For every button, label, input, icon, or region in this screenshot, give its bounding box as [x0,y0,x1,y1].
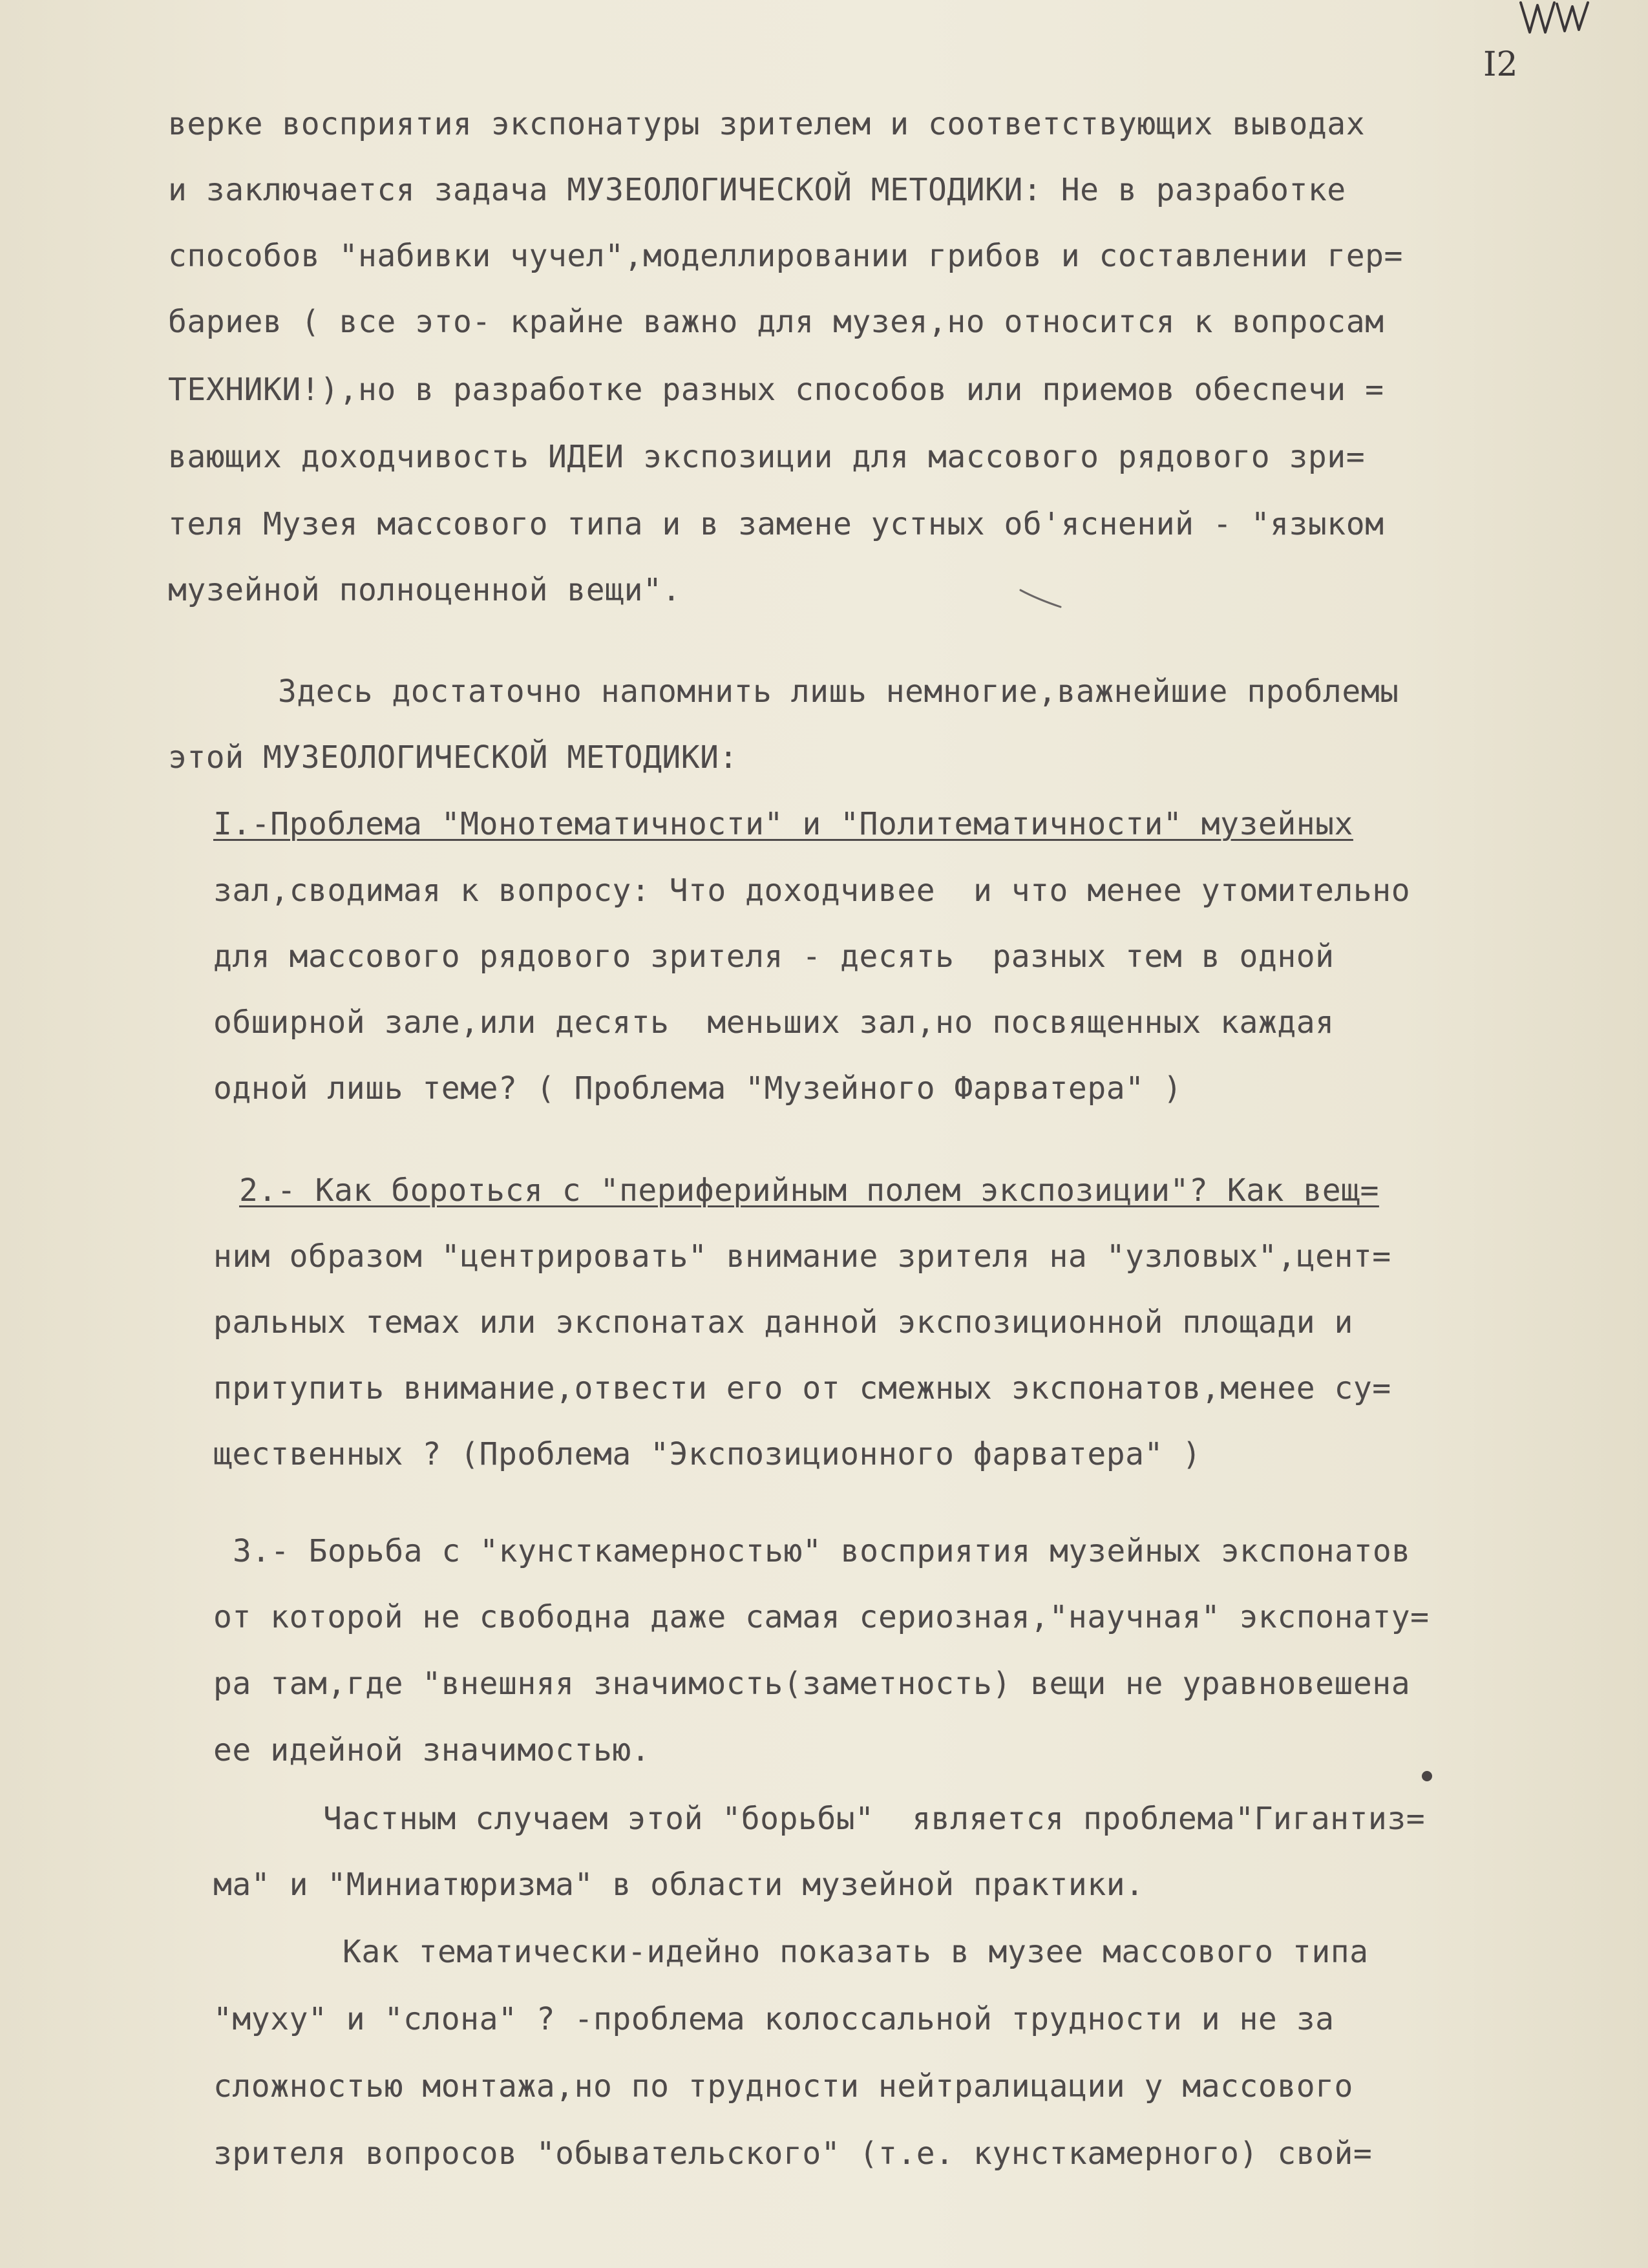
text-line: 3.- Борьба с "кунсткамерностью" восприятия музейных экспонатов [233,1533,1411,1569]
text-line: одной лишь теме? ( Проблема "Музейного Фарватера" ) [213,1070,1183,1107]
text-line: от которой не свободна даже самая сериозная,"научная" экспонату= [213,1599,1430,1635]
text-line: музейной полноценной вещи". [168,572,681,608]
text-line: ра там,где "внешняя значимость(заметность) вещи не уравновешена [213,1666,1411,1702]
text-line: теля Музея массового типа и в замене устных об'яснений - "языком [168,506,1384,542]
text-line: ним образом "центрировать" внимание зрителя на "узловых",цент= [213,1238,1391,1275]
text-line: обширной зале,или десять меньших зал,но посвященных каждая [213,1004,1335,1041]
text-line: и заключается задача МУЗЕОЛОГИЧЕСКОЙ МЕТОДИКИ: Не в разработке [168,172,1346,208]
text-line: Как тематически-идейно показать в музее массового типа [343,1934,1369,1970]
text-line: сложностью монтажа,но по трудности нейтралицации у массового [213,2068,1353,2104]
text-line-underlined: 2.- Как бороться с "периферийным полем экспозиции"? Как вещ= [239,1172,1379,1209]
text-line: бариев ( все это- крайне важно для музея,но относится к вопросам [168,304,1384,340]
handwritten-folio-number-icon [1516,0,1593,39]
page-number: I2 [1483,45,1518,84]
text-line: способов "набивки чучел",моделлировании грибов и составлении гер= [168,238,1403,274]
ink-dot-icon [1422,1771,1432,1781]
text-line-underlined: I.-Проблема "Монотематичности" и "Политематичности" музейных [213,806,1353,842]
text-line: щественных ? (Проблема "Экспозиционного фарватера" ) [213,1436,1201,1472]
text-line: ральных темах или экспонатах данной экспозиционной площади и [213,1304,1353,1341]
text-line: этой МУЗЕОЛОГИЧЕСКОЙ МЕТОДИКИ: [168,739,738,776]
text-line: Частным случаем этой "борьбы" является проблема"Гигантиз= [323,1801,1426,1837]
text-line: вающих доходчивость ИДЕИ экспозиции для массового рядового зри= [168,439,1366,475]
text-line: ее идейной значимостью. [213,1732,651,1768]
text-line: зрителя вопросов "обывательского" (т.е. кунсткамерного) свой= [213,2136,1373,2172]
text-line: Здесь достаточно напомнить лишь немногие,важнейшие проблемы [278,673,1399,710]
text-line: для массового рядового зрителя - десять разных тем в одной [213,938,1335,975]
text-line: притупить внимание,отвести его от смежных экспонатов,менее су= [213,1370,1391,1406]
text-line: "муху" и "слона" ? -проблема колоссальной трудности и не за [213,2001,1335,2037]
text-line: верке восприятия экспонатуры зрителем и соответствующих выводах [168,106,1366,142]
text-line: ТЕХНИКИ!),но в разработке разных способов или приемов обеспечи = [168,372,1384,408]
pencil-tick-icon [1018,585,1063,611]
text-line: зал,сводимая к вопросу: Что доходчивее и что менее утомительно [213,873,1411,909]
text-line: ма" и "Миниатюризма" в области музейной практики. [213,1867,1145,1903]
